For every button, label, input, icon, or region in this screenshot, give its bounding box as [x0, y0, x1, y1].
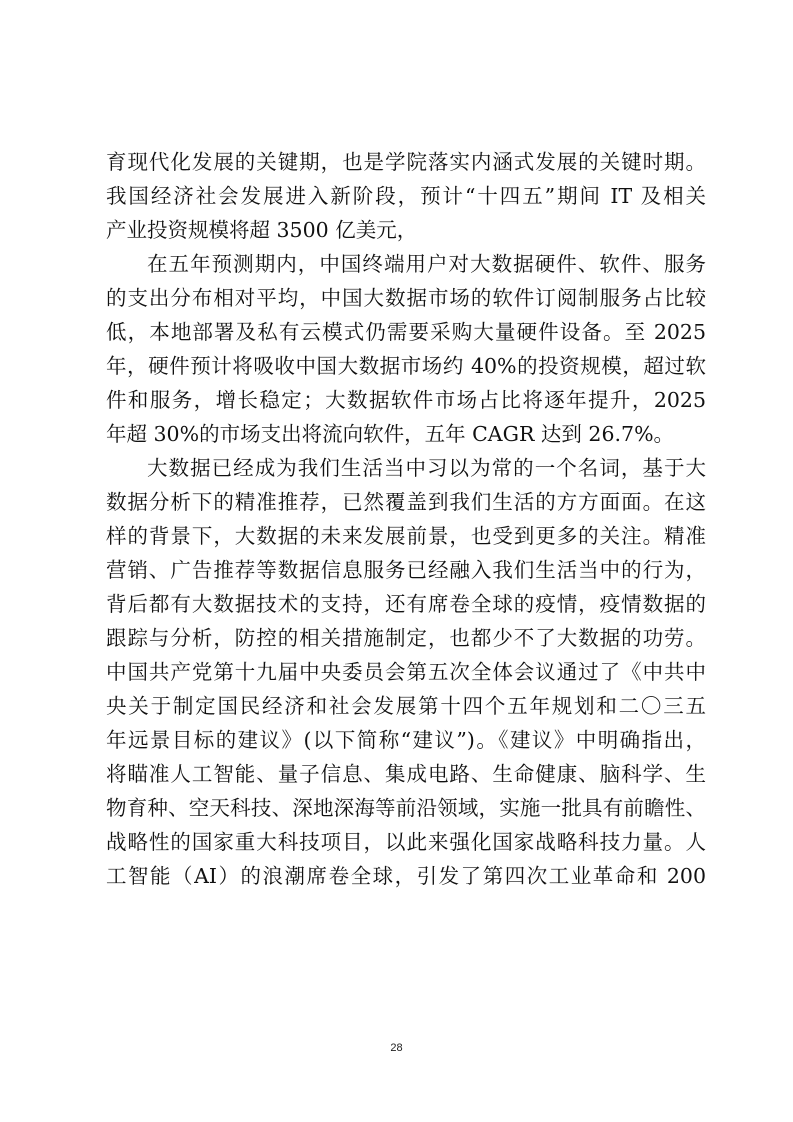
text-line: 营销、广告推荐等数据信息服务已经融入我们生活当中的行为， — [106, 558, 706, 582]
text-line: 年，硬件预计将吸收中国大数据市场约 40%的投资规模，超过软 — [106, 354, 706, 378]
text-line: 的支出分布相对平均，中国大数据市场的软件订阅制服务占比较 — [106, 286, 706, 310]
text-line: 我国经济社会发展进入新阶段，预计“十四五”期间 IT 及相关 — [106, 184, 706, 208]
text-line: 数据分析下的精准推荐，已然覆盖到我们生活的方方面面。在这 — [106, 490, 706, 514]
text-line: 产业投资规模将超 3500 亿美元， — [106, 218, 418, 242]
text-line: 央关于制定国民经济和社会发展第十四个五年规划和二〇三五 — [106, 694, 706, 718]
text-line: 物育种、空天科技、深地深海等前沿领域，实施一批具有前瞻性、 — [106, 796, 706, 820]
paragraph-first-line: 大数据已经成为我们生活当中习以为常的一个名词，基于大 — [147, 456, 706, 480]
text-line: 跟踪与分析，防控的相关措施制定，也都少不了大数据的功劳。 — [106, 626, 706, 650]
body-text — [106, 145, 706, 893]
text-line: 工智能（AI）的浪潮席卷全球，引发了第四次工业革命和 200 — [106, 864, 706, 888]
text-line: 年超 30%的市场支出将流向软件，五年 CAGR 达到 26.7%。 — [106, 422, 675, 446]
text-line: 育现代化发展的关键期，也是学院落实内涵式发展的关键时期。 — [106, 150, 706, 174]
text-line: 将瞄准人工智能、量子信息、集成电路、生命健康、脑科学、生 — [106, 762, 706, 786]
text-line: 件和服务，增长稳定；大数据软件市场占比将逐年提升，2025 — [106, 388, 706, 412]
text-line: 样的背景下，大数据的未来发展前景，也受到更多的关注。精准 — [106, 524, 706, 548]
text-line: 年远景目标的建议》(以下简称“建议”)。《建议》中明确指出， — [106, 728, 706, 752]
text-line: 中国共产党第十九届中央委员会第五次全体会议通过了《中共中 — [106, 660, 706, 684]
page-number: 28 — [390, 1042, 403, 1054]
paragraph-first-line: 在五年预测期内，中国终端用户对大数据硬件、软件、服务 — [147, 252, 706, 276]
text-line: 低，本地部署及私有云模式仍需要采购大量硬件设备。至 2025 — [106, 320, 706, 344]
text-line: 背后都有大数据技术的支持，还有席卷全球的疫情，疫情数据的 — [106, 592, 706, 616]
text-line: 战略性的国家重大科技项目，以此来强化国家战略科技力量。人 — [106, 830, 706, 854]
